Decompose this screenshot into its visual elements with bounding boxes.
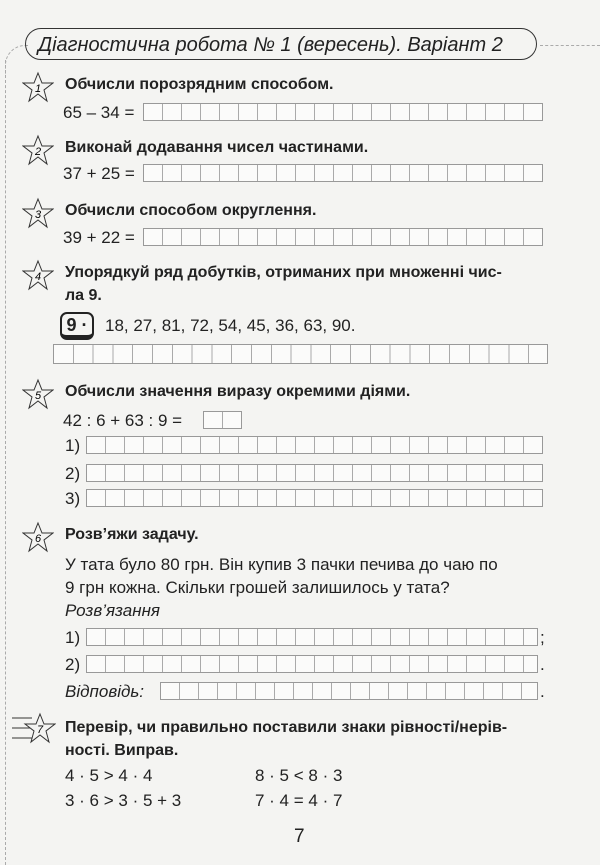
star-icon [22,378,54,410]
star-icon [22,197,54,229]
task-3-expression: 39 + 22 = [63,228,135,247]
step-label: 2) [65,464,81,483]
task-1-expression: 65 – 34 = [63,103,135,122]
task-4-heading-line2: ла 9. [65,287,102,304]
task-3-heading: Обчисли способом округлення. [65,202,317,219]
comparison-expression: 4 · 5 > 4 · 4 [65,766,153,785]
answer-end-punctuation: . [540,682,545,701]
task-number: 5 [35,390,42,402]
solution-label: Розв’язання [65,601,161,620]
star-icon-with-lines [10,712,56,744]
comparison-expression: 8 · 5 < 8 · 3 [255,766,343,785]
task-6-heading: Розв’яжи задачу. [65,526,199,543]
step-end-punctuation: . [540,655,545,674]
task-1-answer-grid[interactable] [143,103,543,121]
task-7-heading-line2: ності. Виправ. [65,742,179,759]
step-label: 1) [65,436,81,455]
task-5-step-2-grid[interactable] [86,464,543,482]
task-2-answer-grid[interactable] [143,164,543,182]
task-number: 1 [35,83,42,95]
task-2-heading: Виконай додавання чисел частинами. [65,139,369,156]
step-end-punctuation: ; [540,628,545,647]
task-1-heading: Обчисли порозрядним способом. [65,76,334,93]
problem-text-line1: У тата було 80 грн. Він купив 3 пачки печива до чаю по [65,555,498,574]
task-4-numbers: 18, 27, 81, 72, 54, 45, 36, 63, 90. [105,316,356,335]
task-number: 7 [37,724,44,736]
task-5-expression: 42 : 6 + 63 : 9 = [63,411,183,430]
task-6-step-2-grid[interactable] [86,655,538,673]
multiply-by-9-badge: 9 · [60,312,94,340]
task-6-answer-grid[interactable] [160,682,538,700]
task-5-step-3-grid[interactable] [86,489,543,507]
page-title: Діагностична робота № 1 (вересень). Варіант 2 [25,28,537,60]
star-icon [22,521,54,553]
dashed-border [5,60,6,865]
task-6-step-1-grid[interactable] [86,628,538,646]
task-number: 6 [35,533,42,545]
star-icon [22,134,54,166]
dashed-border-top [540,45,600,46]
task-number: 2 [35,146,42,158]
task-7-heading-line1: Перевір, чи правильно поставили знаки рівності/нерів- [65,719,508,736]
page-number: 7 [294,826,305,847]
task-4-heading-line1: Упорядкуй ряд добутків, отриманих при множенні чис- [65,264,502,281]
answer-label: Відповідь: [65,682,145,701]
task-3-answer-grid[interactable] [143,228,543,246]
step-label: 3) [65,489,81,508]
step-label: 2) [65,655,81,674]
step-label: 1) [65,628,81,647]
task-number: 3 [35,209,42,221]
star-icon [22,259,54,291]
task-2-expression: 37 + 25 = [63,164,135,183]
task-5-result-grid[interactable] [203,411,242,429]
task-4-answer-grid[interactable] [53,344,548,364]
comparison-expression: 7 · 4 = 4 · 7 [255,791,343,810]
comparison-expression: 3 · 6 > 3 · 5 + 3 [65,791,182,810]
task-5-heading: Обчисли значення виразу окремими діями. [65,383,411,400]
problem-text-line2: 9 грн кожна. Скільки грошей залишилось у тата? [65,578,450,597]
task-5-step-1-grid[interactable] [86,436,543,454]
task-number: 4 [35,271,42,283]
star-icon [22,71,54,103]
